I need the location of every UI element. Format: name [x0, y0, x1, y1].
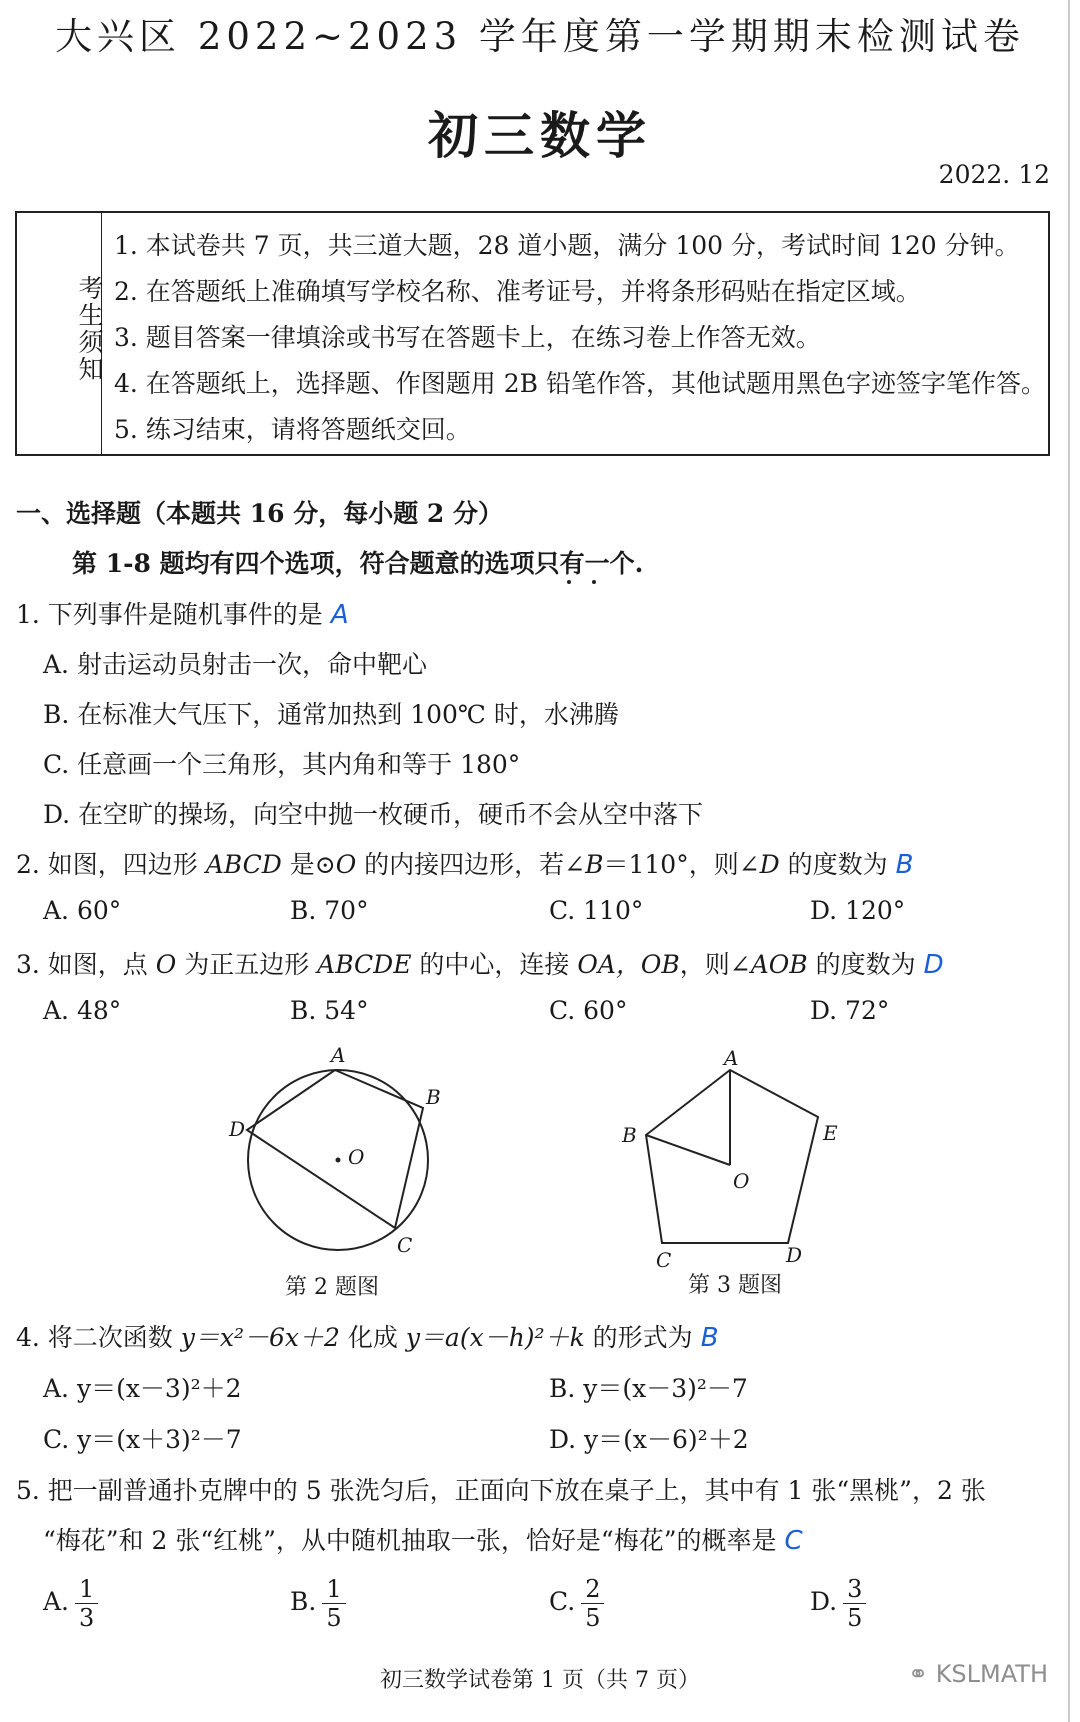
wechat-icon: ⚭ — [907, 1660, 936, 1688]
notice-label-cell — [17, 213, 102, 454]
denominator: 5 — [585, 1604, 601, 1632]
stem-text: 的度数为 — [779, 850, 888, 879]
stem-text: 3. 如图，点 — [16, 950, 156, 979]
label-e: E — [823, 1121, 838, 1145]
question-2-option-a: A. 60° — [43, 896, 122, 925]
option-label: A. — [43, 1587, 70, 1616]
stem-text: “梅花”和 2 张“红桃”，从中随机抽取一张，恰好是“梅花”的概率是 — [43, 1526, 777, 1555]
emphasis-dot — [567, 580, 571, 584]
math-var: O — [155, 950, 177, 979]
notice-item: 2. 在答题纸上准确填写学校名称、准考证号，并将条形码贴在指定区域。 — [114, 277, 921, 306]
handwritten-answer: B — [895, 850, 914, 880]
label-a: A — [724, 1046, 739, 1070]
pentagon-abcde — [646, 1070, 818, 1243]
question-4-option-b: B. y＝(x－3)²－7 — [549, 1374, 748, 1403]
question-4-option-a: A. y＝(x－3)²＋2 — [43, 1374, 242, 1403]
label-c: C — [656, 1248, 672, 1272]
stem-text: ，则∠ — [679, 950, 751, 979]
handwritten-answer: A — [330, 600, 349, 630]
question-2-option-d: D. 120° — [810, 896, 906, 925]
math-var: B — [585, 850, 604, 879]
handwritten-answer: D — [923, 950, 944, 980]
label-d: D — [786, 1243, 803, 1267]
option-label: D. — [810, 1587, 838, 1616]
stem-text: 的形式为 — [584, 1323, 693, 1352]
stem-text: 的中心，连接 — [411, 950, 578, 979]
option-label: C. — [549, 1587, 576, 1616]
stem-text: ＝110°，则∠ — [603, 850, 760, 879]
page-edge-rule — [1068, 0, 1070, 1722]
figure-2-caption: 第 2 题图 — [285, 1275, 379, 1300]
section-title: 一、选择题（本题共 16 分，每小题 2 分） — [16, 499, 504, 528]
stem-text: 的度数为 — [807, 950, 916, 979]
math-var: ABCD — [205, 850, 282, 879]
stem-text: 2. 如图，四边形 — [16, 850, 206, 879]
handwritten-answer: B — [700, 1323, 719, 1353]
question-3-option-b: B. 54° — [290, 996, 369, 1025]
notice-item: 3. 题目答案一律填涂或书写在答题卡上，在练习卷上作答无效。 — [114, 323, 821, 352]
question-1-option-c: C. 任意画一个三角形，其内角和等于 180° — [43, 750, 521, 779]
label-b: B — [622, 1123, 637, 1147]
section-instructions: 第 1-8 题均有四个选项，符合题意的选项只有一个. — [72, 549, 644, 578]
stem-text: 化成 — [339, 1323, 406, 1352]
numerator: 1 — [322, 1575, 345, 1604]
math-expression: y＝x²－6x＋2 — [180, 1323, 340, 1352]
quadrilateral-abcd — [247, 1070, 423, 1228]
question-2-option-c: C. 110° — [549, 896, 644, 925]
question-2-stem — [16, 845, 914, 881]
exam-date: 2022. 12 — [938, 160, 1050, 189]
emphasis-dot — [592, 580, 596, 584]
math-var: O — [335, 850, 357, 879]
label-b: B — [426, 1085, 441, 1109]
question-3-stem — [16, 945, 944, 981]
question-3-option-d: D. 72° — [810, 996, 890, 1025]
handwritten-answer: C — [784, 1526, 803, 1556]
question-1-option-d: D. 在空旷的操场，向空中抛一枚硬币，硬币不会从空中落下 — [43, 800, 704, 829]
question-5-option-d — [810, 1575, 866, 1632]
stem-text: 是⊙ — [281, 850, 336, 879]
center-point-o — [336, 1158, 341, 1163]
notice-item: 4. 在答题纸上，选择题、作图题用 2B 铅笔作答，其他试题用黑色字迹签字笔作答。 — [114, 369, 1046, 398]
denominator: 5 — [847, 1604, 863, 1632]
question-5-stem-line1: 5. 把一副普通扑克牌中的 5 张洗匀后，正面向下放在桌子上，其中有 1 张“黑桃”，2 张 — [16, 1476, 986, 1505]
denominator: 5 — [326, 1604, 342, 1632]
page-title: 初三数学 — [428, 106, 652, 165]
figure-2-circle-quadrilateral — [220, 1040, 460, 1280]
fraction — [75, 1575, 98, 1632]
notice-label: 考生须知 — [75, 275, 104, 383]
fraction — [843, 1575, 866, 1632]
fraction — [322, 1575, 345, 1632]
label-c: C — [397, 1233, 413, 1257]
label-o: O — [733, 1169, 750, 1193]
option-label: B. — [290, 1587, 317, 1616]
math-expression: y＝a(x－h)²＋k — [405, 1323, 585, 1352]
notice-item: 1. 本试卷共 7 页，共三道大题，28 道小题，满分 100 分，考试时间 120 分钟。 — [114, 231, 1020, 260]
numerator: 1 — [75, 1575, 98, 1604]
segment-ob — [646, 1135, 730, 1165]
page-footer: 初三数学试卷第 1 页（共 7 页） — [380, 1668, 700, 1693]
question-2-option-b: B. 70° — [290, 896, 369, 925]
label-d: D — [229, 1117, 246, 1141]
label-a: A — [331, 1043, 346, 1067]
numerator: 2 — [581, 1575, 604, 1604]
math-var: ABCDE — [317, 950, 412, 979]
notice-box — [15, 211, 1050, 456]
exam-header-title: 大兴区 2022~2023 学年度第一学期期末检测试卷 — [55, 15, 1025, 58]
question-5-option-b — [290, 1575, 346, 1632]
watermark — [908, 1660, 1048, 1688]
fraction — [581, 1575, 604, 1632]
question-3-option-c: C. 60° — [549, 996, 628, 1025]
question-5-option-c — [549, 1575, 604, 1632]
watermark-text: KSLMATH — [935, 1660, 1048, 1688]
figure-3-caption: 第 3 题图 — [688, 1273, 782, 1298]
question-5-option-a — [43, 1575, 98, 1632]
question-3-option-a: A. 48° — [43, 996, 122, 1025]
question-4-option-d: D. y＝(x－6)²＋2 — [549, 1425, 749, 1454]
question-1-option-a: A. 射击运动员射击一次，命中靶心 — [43, 650, 427, 679]
question-stem-text: 1. 下列事件是随机事件的是 — [16, 600, 323, 629]
stem-text: 的内接四边形，若∠ — [356, 850, 586, 879]
stem-text: 4. 将二次函数 — [16, 1323, 181, 1352]
denominator: 3 — [79, 1604, 95, 1632]
stem-text: 为正五边形 — [176, 950, 318, 979]
question-5-stem-line2 — [43, 1521, 803, 1557]
question-1-option-b: B. 在标准大气压下，通常加热到 100℃ 时，水沸腾 — [43, 700, 619, 729]
numerator: 3 — [843, 1575, 866, 1604]
figure-3-pentagon — [610, 1040, 850, 1280]
question-4-option-c: C. y＝(x＋3)²－7 — [43, 1425, 242, 1454]
math-var: AOB — [750, 950, 808, 979]
notice-item: 5. 练习结束，请将答题纸交回。 — [114, 415, 471, 444]
math-var: OA，OB — [577, 950, 680, 979]
math-var: D — [759, 850, 780, 879]
question-4-stem — [16, 1318, 719, 1354]
label-o: O — [348, 1145, 365, 1169]
question-1-stem — [16, 595, 349, 631]
